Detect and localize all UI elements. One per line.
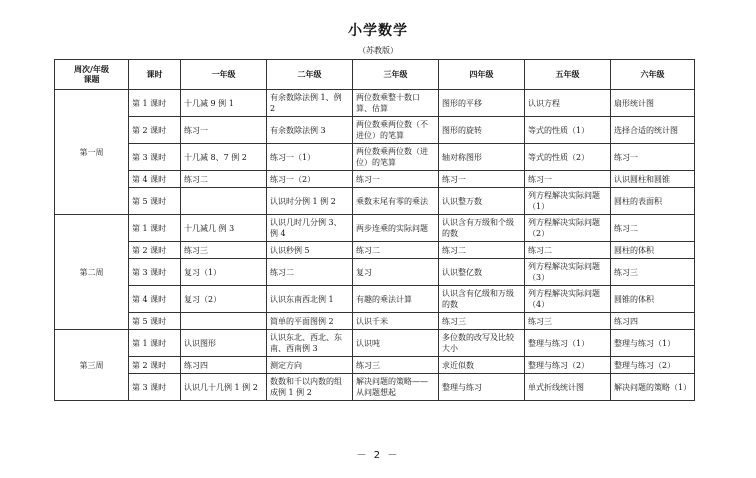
grade-4-cell: 认识含有万级和个级的数 bbox=[439, 215, 525, 242]
lesson-cell: 第 3 课时 bbox=[129, 144, 181, 171]
grade-2-cell: 练习二 bbox=[267, 259, 353, 286]
grade-2-cell: 认识几时几分例 3、例 4 bbox=[267, 215, 353, 242]
grade-3-cell: 两位数乘两位数（不进位）的笔算 bbox=[353, 117, 439, 144]
grade-5-cell: 整理与练习（1） bbox=[525, 330, 611, 357]
grade-6-cell: 圆柱的体积 bbox=[611, 242, 695, 259]
grade-4-cell: 求近似数 bbox=[439, 357, 525, 374]
table-row bbox=[55, 90, 695, 117]
grade-1-cell: 复习（1） bbox=[181, 259, 267, 286]
page-subtitle: （苏教版） bbox=[358, 46, 398, 55]
grade-3-cell: 认识吨 bbox=[353, 330, 439, 357]
week-label: 第三周 bbox=[55, 330, 129, 401]
lesson-cell: 第 4 课时 bbox=[129, 171, 181, 188]
grade-3-cell: 练习一 bbox=[353, 171, 439, 188]
grade-3-cell: 认识千米 bbox=[353, 313, 439, 330]
grade-1-cell: 练习三 bbox=[181, 242, 267, 259]
grade-5-cell: 等式的性质（1） bbox=[525, 117, 611, 144]
grade-6-cell: 整理与练习（1） bbox=[611, 330, 695, 357]
grade-2-cell: 认识东北、西北、东南、西南例 3 bbox=[267, 330, 353, 357]
lesson-cell: 第 3 课时 bbox=[129, 259, 181, 286]
grade-2-cell: 有余数除法例 1、例 2 bbox=[267, 90, 353, 117]
header-lesson: 课时 bbox=[129, 60, 181, 90]
grade-1-cell: 练习四 bbox=[181, 357, 267, 374]
table-row bbox=[55, 171, 695, 188]
grade-3-cell: 乘数末尾有零的乘法 bbox=[353, 188, 439, 215]
grade-6-cell: 圆锥的体积 bbox=[611, 286, 695, 313]
grade-5-cell: 列方程解决实际问题（1） bbox=[525, 188, 611, 215]
header-grade-4: 四年级 bbox=[439, 60, 525, 90]
grade-3-cell: 两位数乘整十数口算、估算 bbox=[353, 90, 439, 117]
grade-2-cell: 简单的平面图例 2 bbox=[267, 313, 353, 330]
grade-1-cell: 认识图形 bbox=[181, 330, 267, 357]
lesson-cell: 第 2 课时 bbox=[129, 117, 181, 144]
grade-6-cell: 练习一 bbox=[611, 144, 695, 171]
grade-5-cell: 认识方程 bbox=[525, 90, 611, 117]
grade-4-cell: 练习一 bbox=[439, 171, 525, 188]
grade-2-cell: 有余数除法例 3 bbox=[267, 117, 353, 144]
page-number: － 2 － bbox=[356, 450, 400, 461]
grade-3-cell: 练习三 bbox=[353, 357, 439, 374]
grade-5-cell: 等式的性质（2） bbox=[525, 144, 611, 171]
grade-6-cell: 圆柱的表面积 bbox=[611, 188, 695, 215]
grade-3-cell: 练习二 bbox=[353, 242, 439, 259]
grade-4-cell: 整理与练习 bbox=[439, 374, 525, 401]
lesson-cell: 第 2 课时 bbox=[129, 357, 181, 374]
grade-2-cell: 测定方向 bbox=[267, 357, 353, 374]
grade-6-cell: 练习三 bbox=[611, 259, 695, 286]
lesson-cell: 第 5 课时 bbox=[129, 313, 181, 330]
grade-5-cell: 练习二 bbox=[525, 242, 611, 259]
table-row bbox=[55, 313, 695, 330]
grade-1-cell: 十几减 9 例 1 bbox=[181, 90, 267, 117]
header-week-topic bbox=[55, 60, 129, 90]
table-row bbox=[55, 357, 695, 374]
grade-3-cell: 有趣的乘法计算 bbox=[353, 286, 439, 313]
grade-1-cell: 十几减 8、7 例 2 bbox=[181, 144, 267, 171]
page-title: 小学数学 bbox=[348, 23, 408, 39]
grade-6-cell: 选择合适的统计图 bbox=[611, 117, 695, 144]
grade-3-cell: 复习 bbox=[353, 259, 439, 286]
table-row bbox=[55, 188, 695, 215]
grade-2-cell: 练习一（2） bbox=[267, 171, 353, 188]
grade-6-cell: 扇形统计图 bbox=[611, 90, 695, 117]
grade-6-cell: 解决问题的策略（1） bbox=[611, 374, 695, 401]
table-row bbox=[55, 144, 695, 171]
grade-1-cell: 认识几十几例 1 例 2 bbox=[181, 374, 267, 401]
lesson-cell: 第 1 课时 bbox=[129, 330, 181, 357]
header-grade-6: 六年级 bbox=[611, 60, 695, 90]
grade-3-cell: 解决问题的策略——从问题想起 bbox=[353, 374, 439, 401]
grade-4-cell: 练习三 bbox=[439, 313, 525, 330]
table-row bbox=[55, 259, 695, 286]
table-row bbox=[55, 242, 695, 259]
grade-6-cell: 整理与练习（2） bbox=[611, 357, 695, 374]
header-grade-5: 五年级 bbox=[525, 60, 611, 90]
week-label: 第二周 bbox=[55, 215, 129, 330]
header-grade-3: 三年级 bbox=[353, 60, 439, 90]
header-grade-2: 二年级 bbox=[267, 60, 353, 90]
grade-1-cell bbox=[181, 188, 267, 215]
grade-3-cell: 两位数乘两位数（进位）的笔算 bbox=[353, 144, 439, 171]
grade-2-cell: 数数和千以内数的组成例 1 例 2 bbox=[267, 374, 353, 401]
grade-1-cell: 十几减几 例 3 bbox=[181, 215, 267, 242]
lesson-cell: 第 1 课时 bbox=[129, 90, 181, 117]
grade-1-cell bbox=[181, 313, 267, 330]
grade-2-cell: 认识时分例 1 例 2 bbox=[267, 188, 353, 215]
header-week-label: 周次/年级 bbox=[74, 64, 109, 74]
table-row bbox=[55, 374, 695, 401]
grade-4-cell: 认识含有亿级和万级的数 bbox=[439, 286, 525, 313]
grade-2-cell: 认识东南西北例 1 bbox=[267, 286, 353, 313]
lesson-cell: 第 1 课时 bbox=[129, 215, 181, 242]
grade-4-cell: 图形的平移 bbox=[439, 90, 525, 117]
lesson-cell: 第 5 课时 bbox=[129, 188, 181, 215]
header-grade-1: 一年级 bbox=[181, 60, 267, 90]
grade-4-cell: 练习二 bbox=[439, 242, 525, 259]
grade-5-cell: 单式折线统计图 bbox=[525, 374, 611, 401]
week-label: 第一周 bbox=[55, 90, 129, 215]
grade-5-cell: 列方程解决实际问题（2） bbox=[525, 215, 611, 242]
grade-2-cell: 练习一（1） bbox=[267, 144, 353, 171]
schedule-table bbox=[54, 59, 695, 401]
grade-5-cell: 列方程解决实际问题（4） bbox=[525, 286, 611, 313]
grade-4-cell: 认识整万数 bbox=[439, 188, 525, 215]
grade-4-cell: 轴对称图形 bbox=[439, 144, 525, 171]
grade-6-cell: 练习二 bbox=[611, 215, 695, 242]
grade-5-cell: 列方程解决实际问题（3） bbox=[525, 259, 611, 286]
header-topic-label: 课题 bbox=[83, 74, 100, 84]
table-row bbox=[55, 330, 695, 357]
grade-1-cell: 练习一 bbox=[181, 117, 267, 144]
grade-5-cell: 练习三 bbox=[525, 313, 611, 330]
table-row bbox=[55, 117, 695, 144]
lesson-cell: 第 2 课时 bbox=[129, 242, 181, 259]
grade-3-cell: 两步连乘的实际问题 bbox=[353, 215, 439, 242]
grade-5-cell: 整理与练习（2） bbox=[525, 357, 611, 374]
lesson-cell: 第 4 课时 bbox=[129, 286, 181, 313]
lesson-cell: 第 3 课时 bbox=[129, 374, 181, 401]
grade-4-cell: 认识整亿数 bbox=[439, 259, 525, 286]
grade-1-cell: 练习二 bbox=[181, 171, 267, 188]
grade-1-cell: 复习（2） bbox=[181, 286, 267, 313]
grade-6-cell: 练习四 bbox=[611, 313, 695, 330]
table-row bbox=[55, 286, 695, 313]
grade-4-cell: 图形的旋转 bbox=[439, 117, 525, 144]
grade-2-cell: 认识秒例 5 bbox=[267, 242, 353, 259]
table-row bbox=[55, 215, 695, 242]
grade-6-cell: 认识圆柱和圆锥 bbox=[611, 171, 695, 188]
header-row bbox=[55, 60, 695, 90]
grade-5-cell: 练习一 bbox=[525, 171, 611, 188]
grade-4-cell: 多位数的改写及比较大小 bbox=[439, 330, 525, 357]
